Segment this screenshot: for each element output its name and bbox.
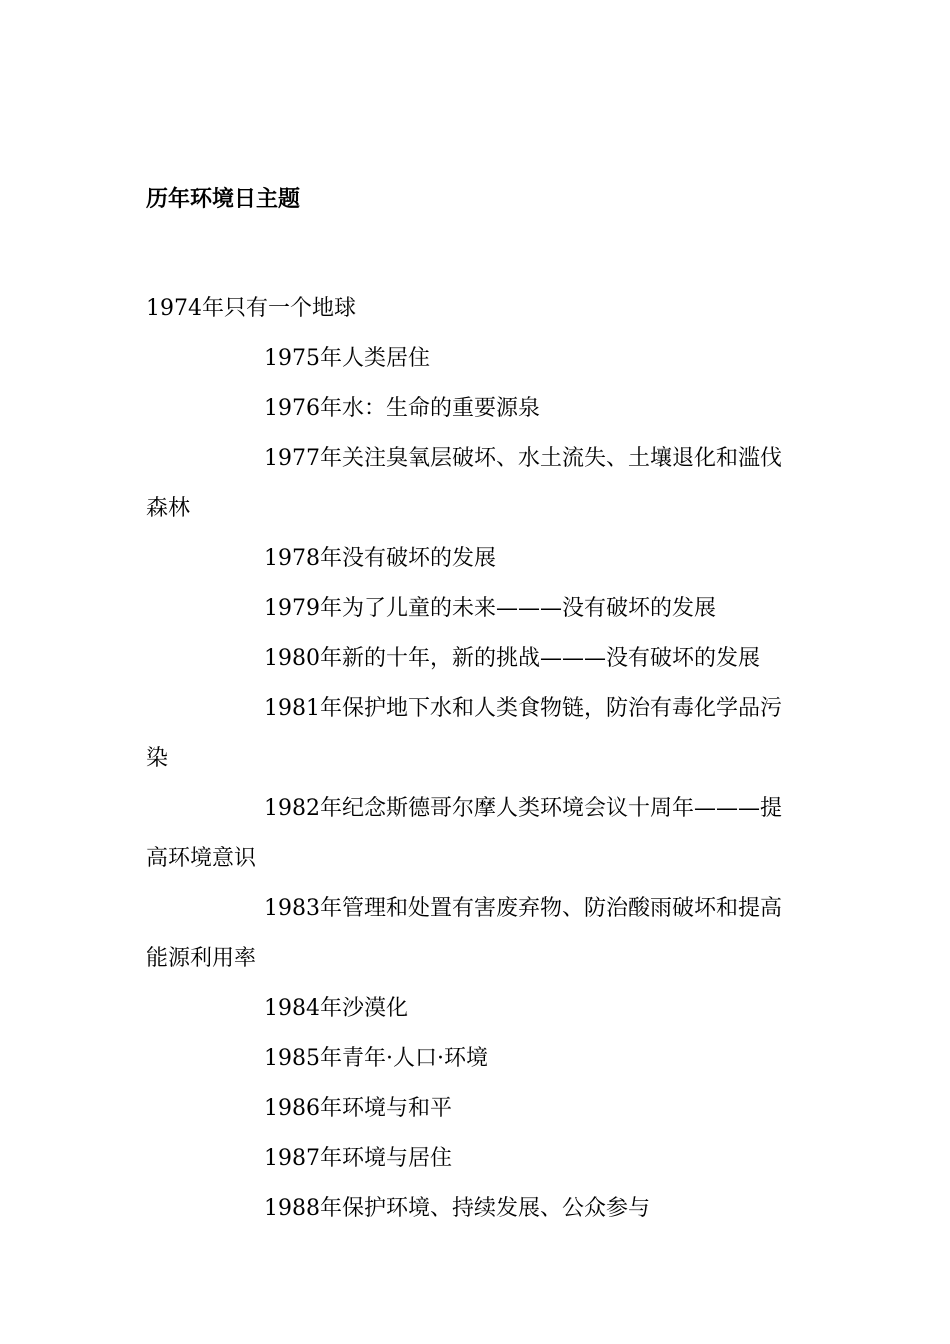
theme-list	[146, 284, 798, 1234]
list-item-1976: 1976年水：生命的重要源泉	[264, 396, 540, 421]
list-item-1980: 1980年新的十年，新的挑战———没有破坏的发展	[264, 646, 760, 671]
list-item-1986: 1986年环境与和平	[264, 1096, 452, 1121]
list-item-1987: 1987年环境与居住	[264, 1146, 452, 1171]
list-item-1984: 1984年沙漠化	[264, 996, 408, 1021]
list-item-1975: 1975年人类居住	[264, 346, 430, 371]
list-item-1977: 1977年关注臭氧层破坏、水土流失、土壤退化和滥伐森林	[146, 446, 782, 521]
list-item-1983: 1983年管理和处置有害废弃物、防治酸雨破坏和提高能源利用率	[146, 896, 782, 971]
list-item-1981: 1981年保护地下水和人类食物链，防治有毒化学品污染	[146, 696, 782, 771]
list-item-1988: 1988年保护环境、持续发展、公众参与	[264, 1196, 650, 1221]
list-item-1978: 1978年没有破坏的发展	[264, 546, 496, 571]
list-item-1982: 1982年纪念斯德哥尔摩人类环境会议十周年———提高环境意识	[146, 796, 782, 871]
page-title: 历年环境日主题	[146, 187, 301, 212]
list-item-1974: 1974年只有一个地球	[146, 296, 356, 321]
list-item-1979: 1979年为了儿童的未来———没有破坏的发展	[264, 596, 716, 621]
list-item-1985: 1985年青年·人口·环境	[264, 1046, 488, 1071]
